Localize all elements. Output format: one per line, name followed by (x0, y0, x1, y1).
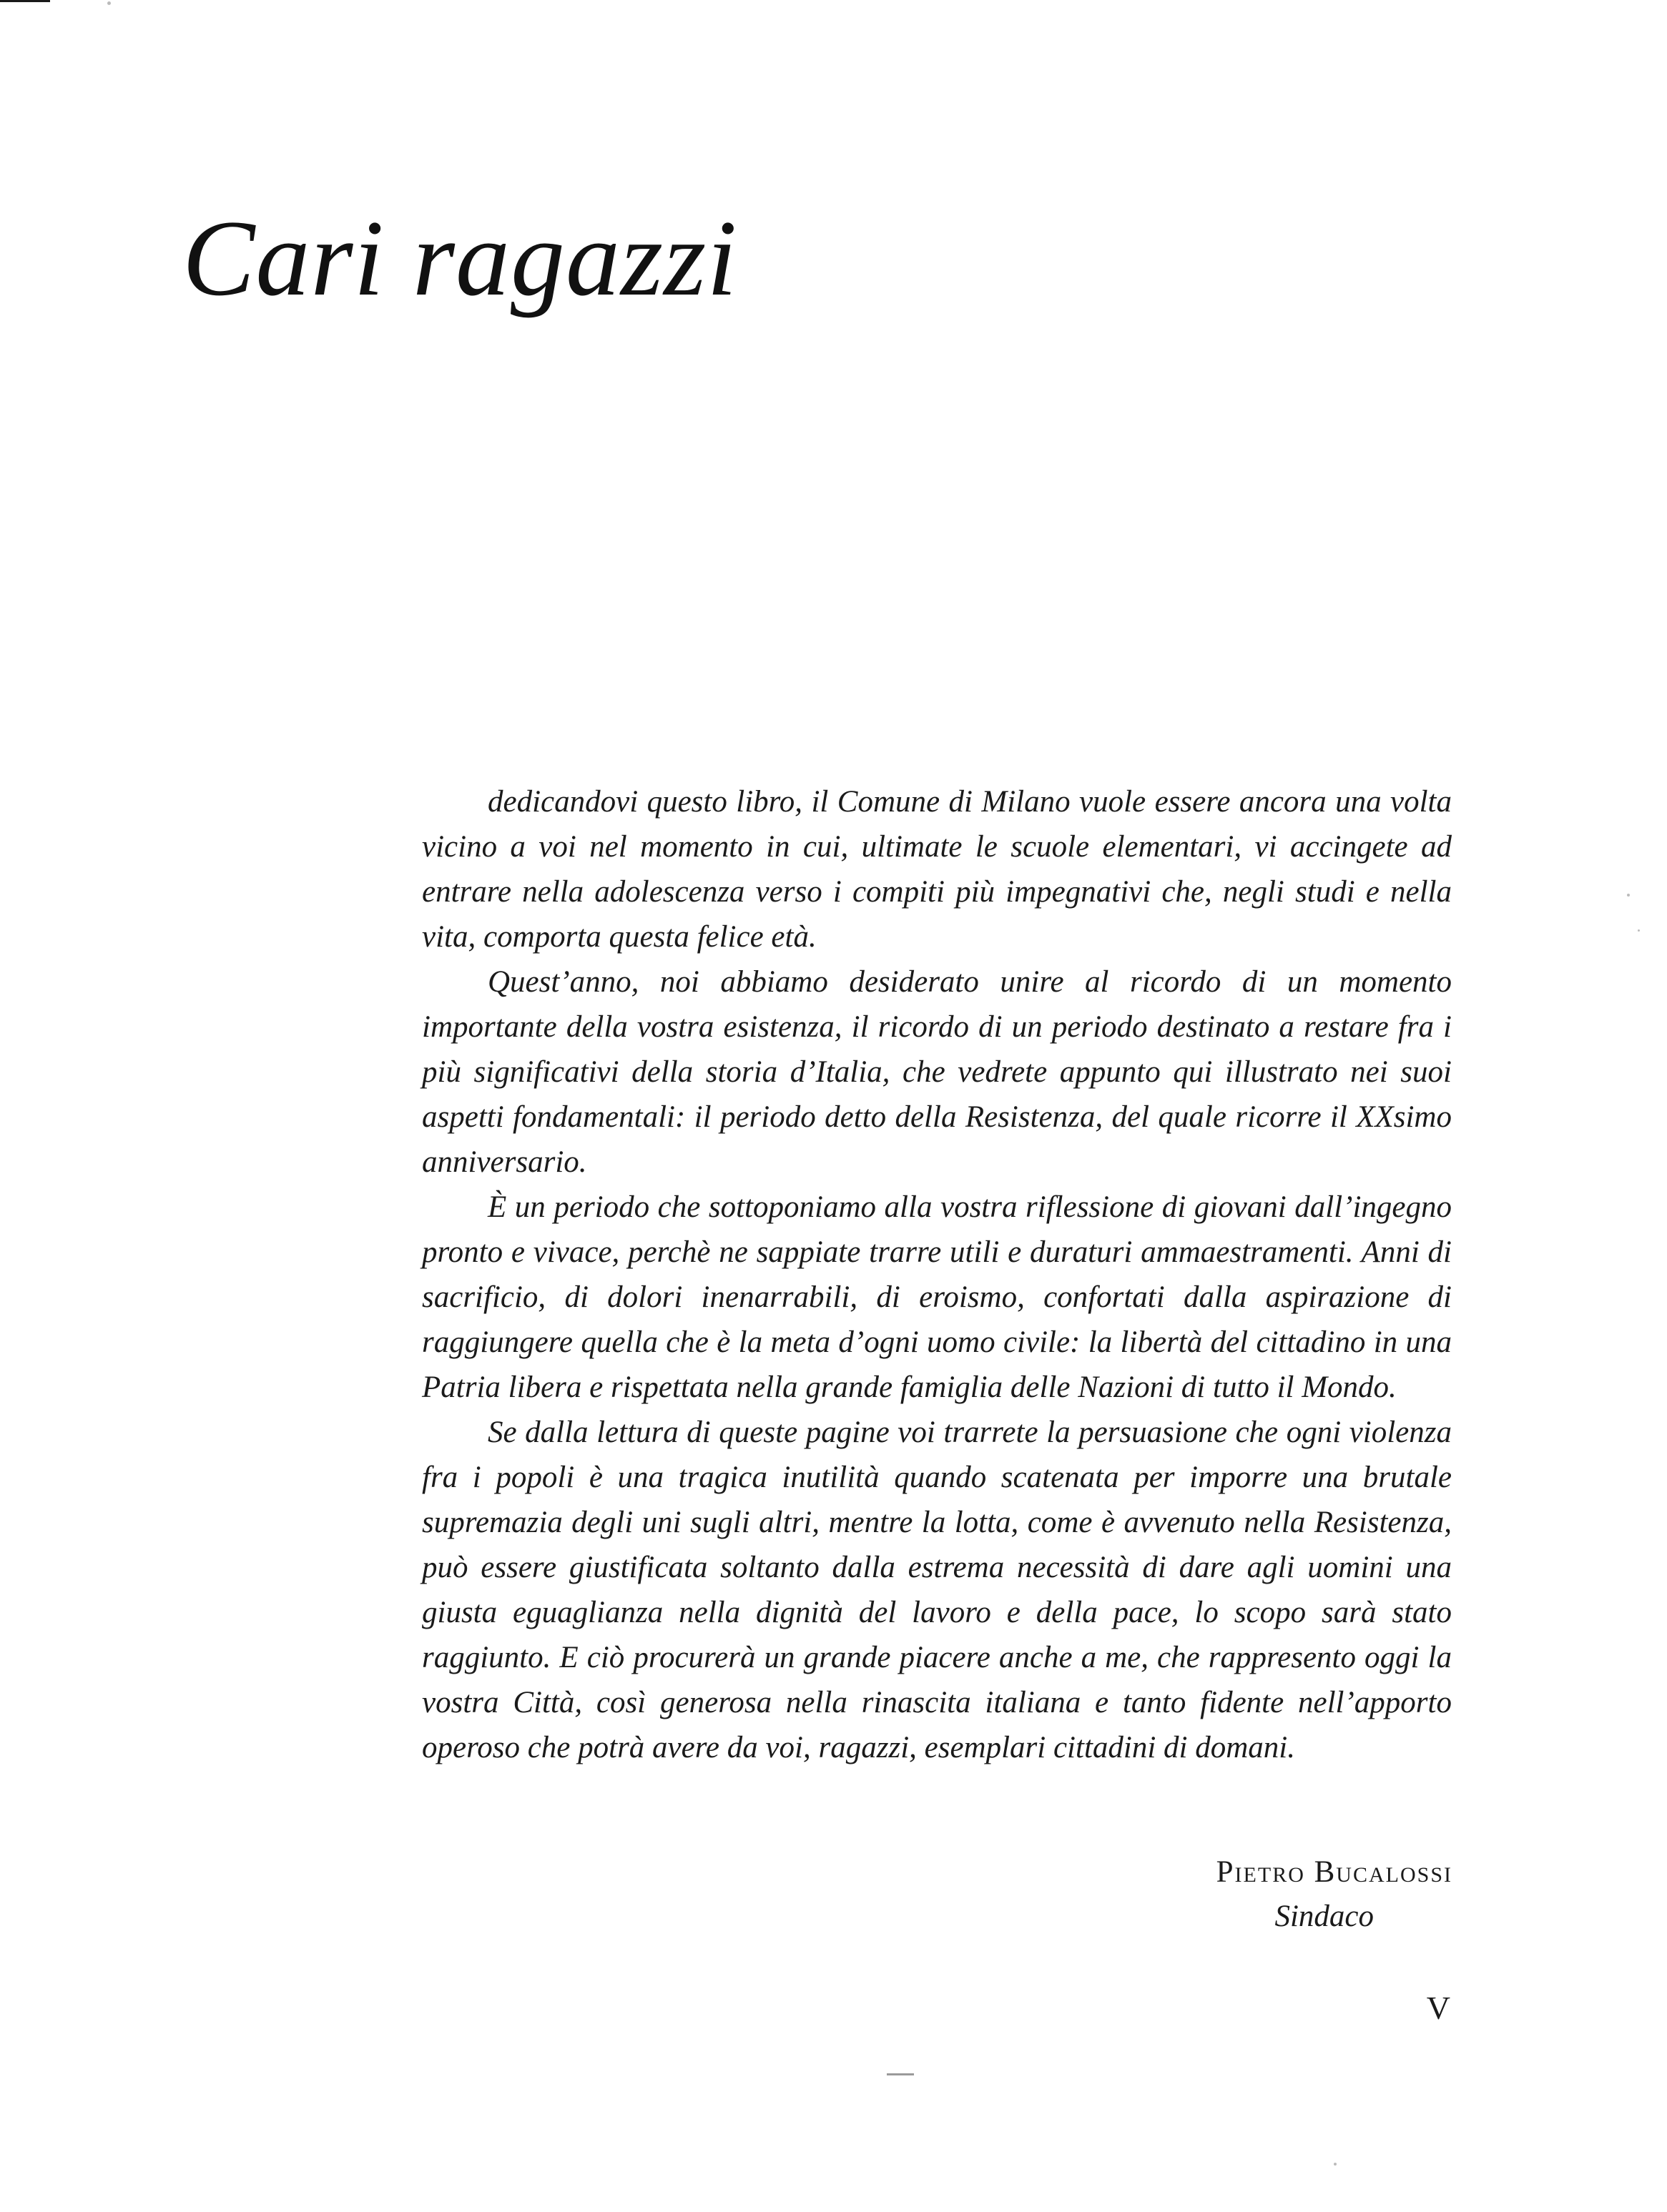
scan-edge-mark (0, 0, 50, 2)
signature-block (1216, 1850, 1452, 1939)
scan-speck (1334, 2163, 1337, 2166)
signatory-role: Sindaco (1274, 1900, 1374, 1933)
page-title: Cari ragazzi (182, 198, 738, 318)
scan-speck (1638, 929, 1640, 932)
paragraph: Quest’anno, noi abbiamo desiderato unire al ricordo di un momento importante della vostra esistenza, il ricordo di un periodo destinato a restare fra i più significativi della storia d’Italia, che vedrete appunto qui illustrato nei suoi aspetti fondamentali: il periodo detto della Resistenza, del quale ricorre il XXsimo anniversario. (422, 965, 1452, 1179)
signatory-name: Pietro Bucalossi (1216, 1855, 1452, 1889)
scan-dash-mark (887, 2073, 914, 2075)
letter-body (422, 779, 1452, 1770)
scan-speck (1627, 894, 1630, 897)
paragraph: dedicandovi questo libro, il Comune di Milano vuole essere ancora una volta vicino a voi nel momento in cui, ultimate le scuole elementari, vi accingete ad entrare nella adolescenza verso i compiti più impegnativi che, negli studi e nella vita, comporta questa felice età. (422, 785, 1452, 954)
scan-speck (107, 1, 111, 5)
paragraph: È un periodo che sottoponiamo alla vostra riflessione di giovani dall’ingegno pronto e vivace, perchè ne sappiate trarre utili e duraturi ammaestramenti. Anni di sacrificio, di dolori inenarrabili, di eroismo, confortati dalla aspirazione di raggiungere quella che è la meta d’ogni uomo civile: la libertà del cittadino in una Patria libera e rispettata nella grande famiglia delle Nazioni di tutto il Mondo. (422, 1190, 1452, 1404)
paragraph: Se dalla lettura di queste pagine voi trarrete la persuasione che ogni violenza fra i popoli è una tragica inutilità quando scatenata per imporre una brutale supremazia degli uni sugli altri, mentre la lotta, come è avvenuto nella Resistenza, può essere giustificata soltanto dalla estrema necessità di dare agli uomini una giusta eguaglianza nella dignità del lavoro e della pace, lo scopo sarà stato raggiunto. E ciò procurerà un grande piacere anche a me, che rappresento oggi la vostra Città, così generosa nella rinascita italiana e tanto fidente nell’apporto operoso che potrà avere da voi, ragazzi, esemplari cittadini di domani. (422, 1416, 1452, 1764)
page-number: V (1426, 1990, 1450, 2026)
